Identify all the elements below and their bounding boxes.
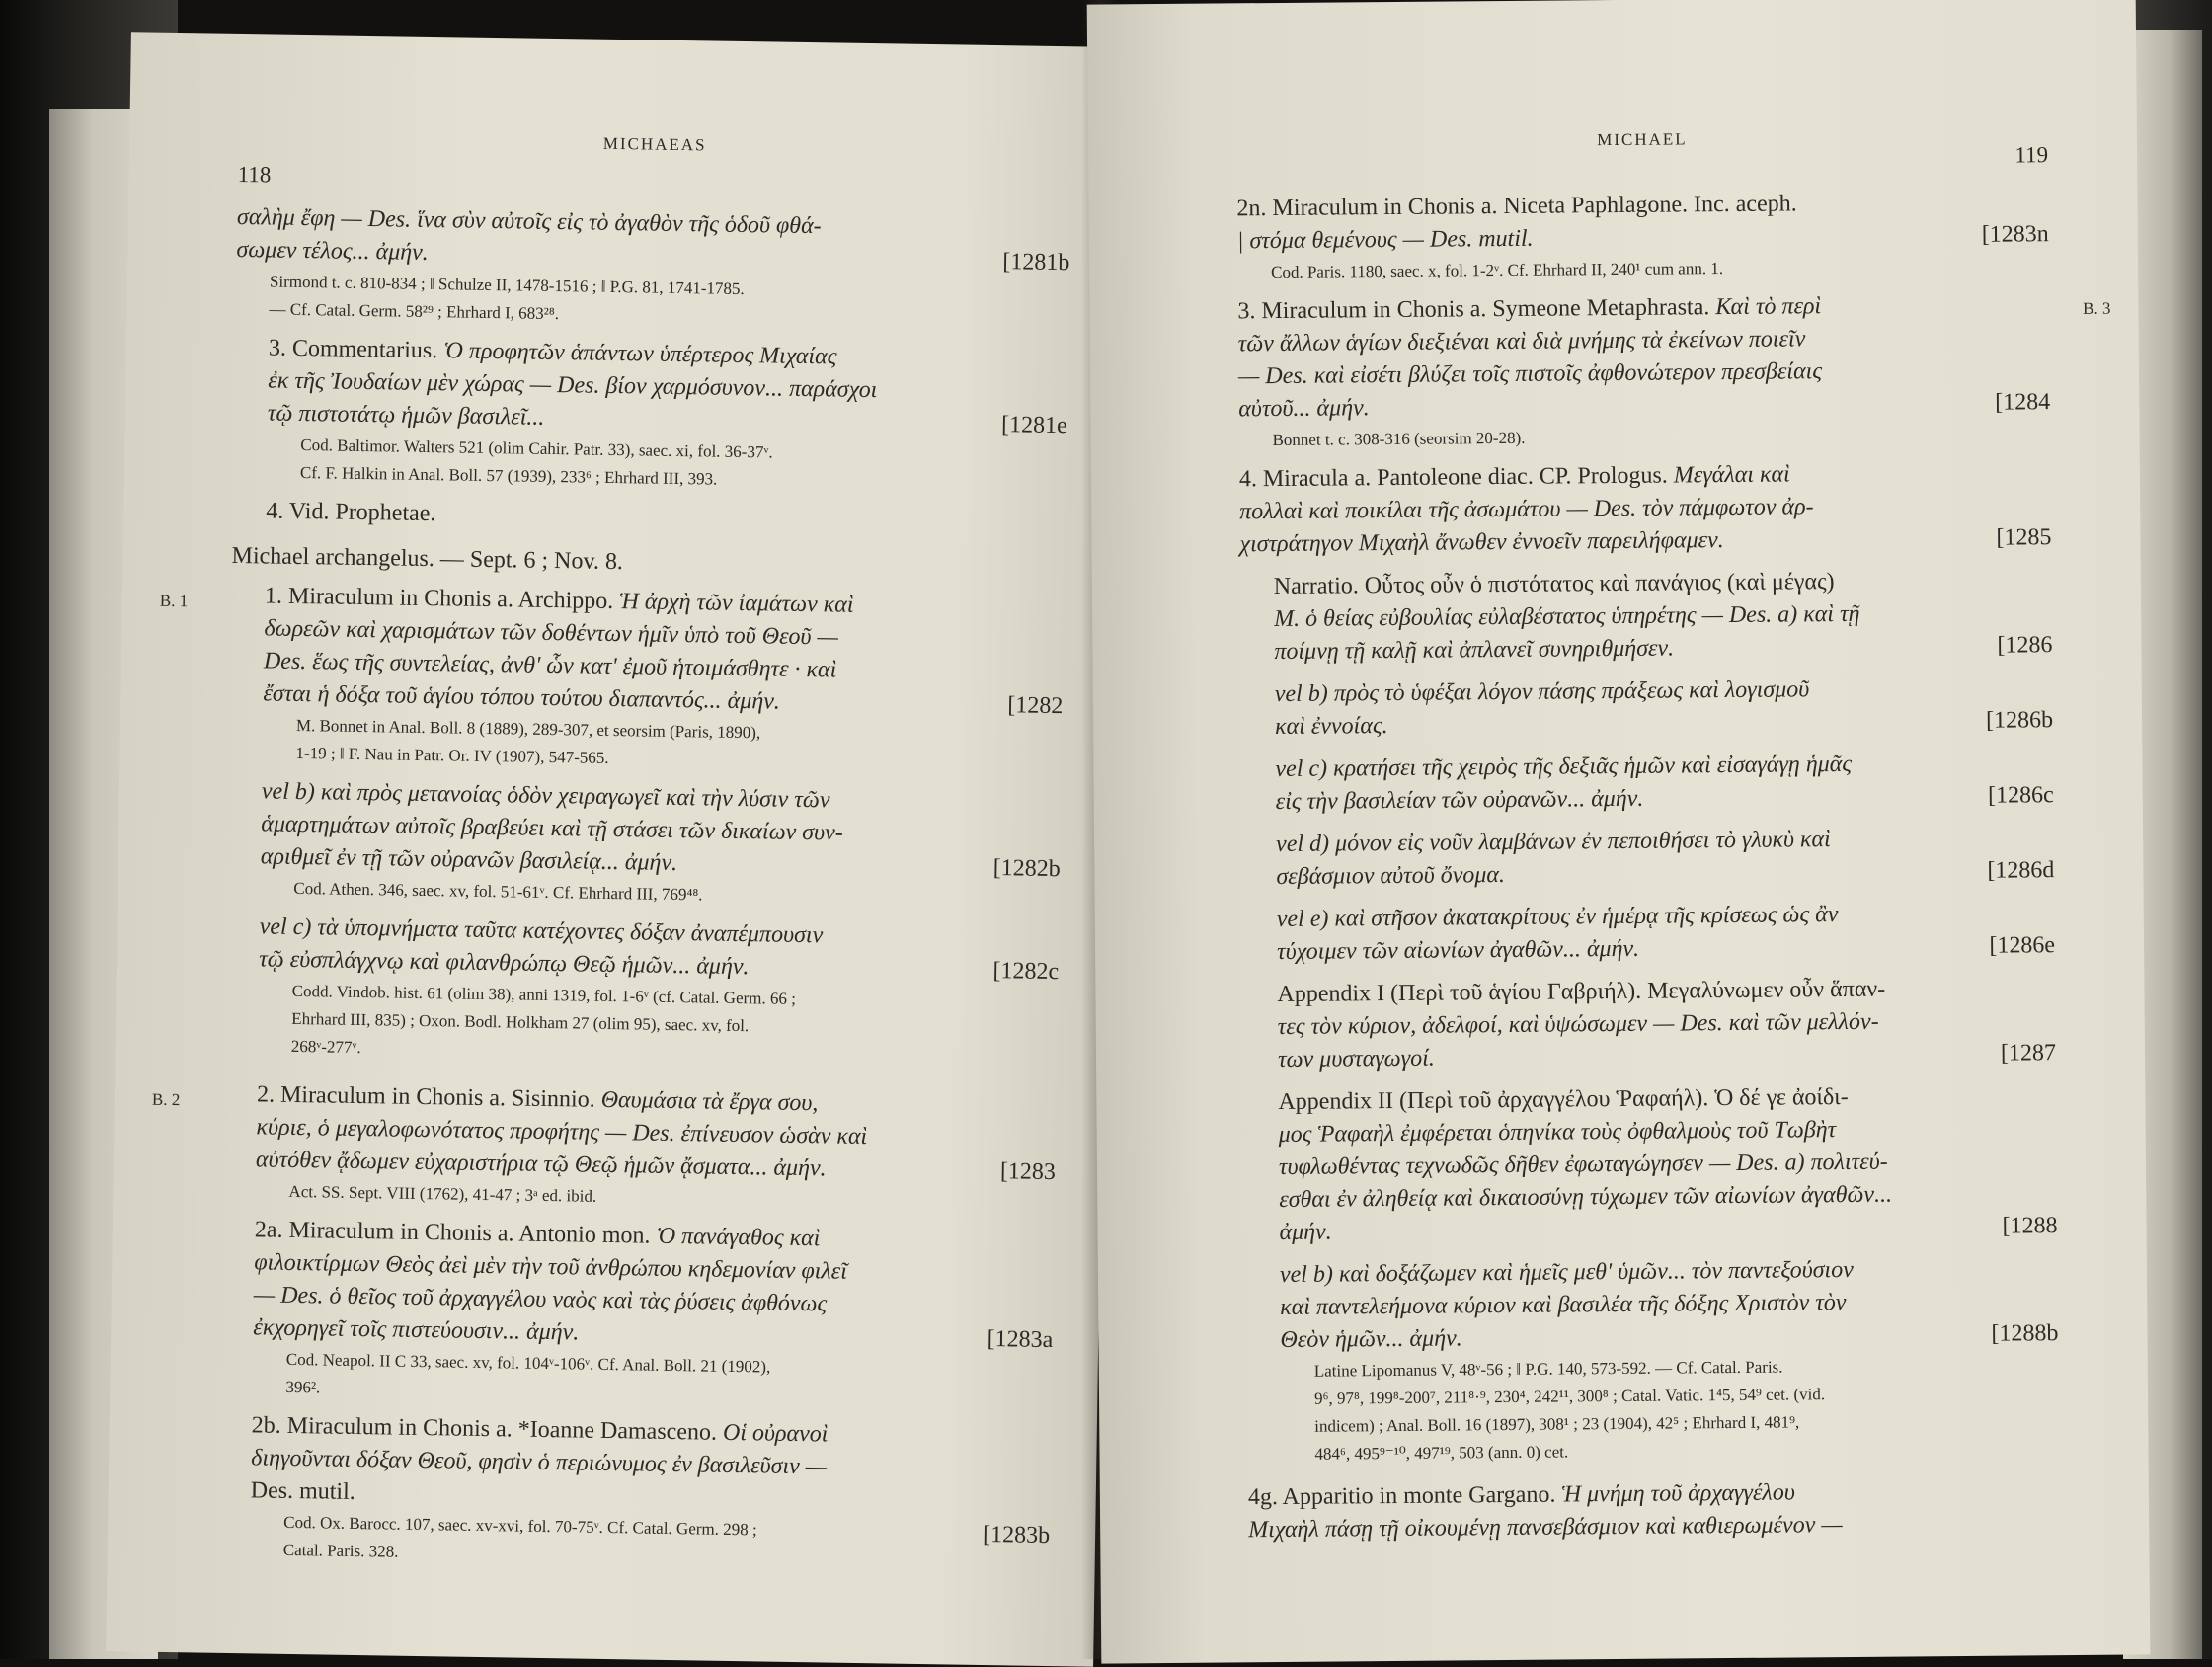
entry-apparitio-4g: 4g. Apparitio in monte Gargano. Ἡ μνήμη τοῦ ἀρχαγγέλου Μιχαὴλ πάσῃ τῇ οἰκουμένῃ πανσεβάσμιον καὶ καθιερωμένον —	[1247, 1479, 1843, 1544]
citation: 1-19 ; ‖ F. Nau in Patr. Or. IV (1907), 547-565.	[295, 743, 609, 767]
bhg-number: [1282c	[992, 958, 1060, 986]
bhg-number: [1286d	[1987, 857, 2055, 884]
bhg-number: [1286e	[1989, 932, 2056, 959]
citation: Catal. Paris. 328.	[282, 1540, 399, 1561]
bhg-number: [1282b	[992, 855, 1061, 883]
citation: Sirmond t. c. 810-834 ; ‖ Schulze II, 1478-1516 ; ‖ P.G. 81, 1741-1785.	[269, 272, 745, 299]
citation: Cod. Neapol. II C 33, saec. xv, fol. 104ᵛ-106ᵛ. Cf. Anal. Boll. 21 (1902),	[285, 1349, 771, 1377]
entry-appendix-1: Appendix I (Περὶ τοῦ ἁγίου Γαβριήλ). Μεγαλύνωμεν οὖν ἅπαν- τες τὸν κύριον, ἀδελφοί, καὶ ὑψώσωμεν — Des. καὶ τῶν μελλόν- [1287 των μυσταγωγοί.	[1277, 976, 2057, 1073]
bhg-number: [1283a	[987, 1326, 1054, 1354]
citation: indicem) ; Anal. Boll. 16 (1897), 308¹ ; 23 (1904), 42⁵ ; Ehrhard I, 481⁹,	[1314, 1412, 1800, 1436]
margin-mark: B. 1	[159, 591, 189, 611]
entry-miraculum-2a: 2a. Miraculum in Chonis a. Antonio mon. Ὁ πανάγαθος καὶ φιλοικτίρμων Θεὸς ἀεὶ μὲν τὴν τοῦ ἀνθρώπου κηδεμονίαν φιλεῖ — Des. ὁ θεῖος τοῦ ἀρχαγγέλου ναὸς καὶ τὰς ῥύσεις ἀφθόνως [1283a ἐκχορηγεῖ τοῖς πιστεύουσιν... ἀμήν. Cod. Neapol. II C 33, saec. xv, fol. 104ᵛ-106ᵛ. Cf. Anal. Boll. 21 (1902), 396².	[218, 1214, 1055, 1412]
citation: Codd. Vindob. hist. 61 (olim 38), anni 1319, fol. 1-6ᵛ (cf. Catal. Germ. 66 ;	[291, 981, 797, 1008]
citation: Bonnet t. c. 308-316 (seorsim 20-28).	[1272, 428, 1526, 450]
entry-vel-b: vel b) πρὸς τὸ ὑφέξαι λόγον πάσης πράξεως καὶ λογισμοῦ [1286b καὶ ἐννοίας.	[1274, 676, 2054, 741]
entry-miraculum-3: B. 3 3. Miraculum in Chonis a. Symeone Metaphrasta. Καὶ τὸ περὶ τῶν ἄλλων ἁγίων διεξιέναι καὶ διὰ μνήμης τὰ ἐκείνων ποιεῖν — Des. καὶ εἰσέτι βλύζει τοῖς πιστοῖς ἀφθονώτερον πρεσβείαις [1284 αὐτοῦ... ἀμήν. Bonnet t. c. 308-316 (seorsim 20-28).	[1237, 288, 2050, 453]
left-page-number: 118	[237, 161, 272, 188]
entry-vel-e: vel e) καὶ στῆσον ἀκατακρίτους ἐν ἡμέρᾳ τῆς κρίσεως ὡς ἂν [1286e τύχοιμεν τῶν αἰωνίων ἀγαθῶν... ἀμήν.	[1276, 902, 2056, 966]
entry-commentarius: 3. Commentarius. Ὁ προφητῶν ἁπάντων ὑπέρτερος Μιχαίας ἐκ τῆς Ἰουδαίων μὲν χώρας — Des. βίον χαρμόσυνον... παράσχοι [1281e τῷ πιστοτάτῳ ἡμῶν βασιλεῖ... Cod. Baltimor. Walters 521 (olim Cahir. Patr. 33), saec. xi, fol. 36-37ᵛ. Cf. F. Halkin in Anal. Boll. 57 (1939), 233⁶ ; Ehrhard III, 393.	[233, 332, 1068, 498]
bhg-number: [1283n	[1981, 221, 2049, 248]
citation: — Cf. Catal. Germ. 58²⁹ ; Ehrhard I, 683²⁸.	[269, 299, 560, 324]
citation: Cod. Athen. 346, saec. xv, fol. 51-61ᵛ. Cf. Ehrhard III, 769⁴⁸.	[293, 878, 703, 905]
bhg-number: [1281b	[1002, 249, 1070, 277]
entry-miraculum-1: B. 1 1. Miraculum in Chonis a. Archippo. Ἡ ἀρχὴ τῶν ἰαμάτων καὶ δωρεῶν καὶ χαρισμάτων τῶν δοθέντων ἡμῖν ὑπὸ τοῦ Θεοῦ — Des. ἕως τῆς συντελείας, ἀνθ' ὧν κατ' ἐμοῦ ἡτοιμάσθητε · καὶ [1282 ἔσται ἡ δόξα τοῦ ἁγίου τόπου τούτου διαπαντός... ἀμήν. M. Bonnet in Anal. Boll. 8 (1889), 289-307, et seorsim (Paris, 1890), 1-19 ; ‖ F. Nau in Patr. Or. IV (1907), 547-565.	[228, 580, 1065, 778]
citation: 9⁶, 97⁸, 199⁸-200⁷, 211⁸·⁹, 230⁴, 242¹¹, 300⁸ ; Catal. Vatic. 1⁴5, 54⁹ cet. (vid.	[1313, 1385, 1826, 1408]
bhg-number: [1287	[2000, 1040, 2057, 1067]
bhg-number: [1283b	[982, 1521, 1051, 1549]
bhg-number: [1284	[1995, 389, 2051, 416]
entry-miraculum-1c: vel c) τὰ ὑπομνήματα ταῦτα κατέχοντες δόξαν ἀναπέμπουσιν [1282c τῷ εὐσπλάγχνῳ καὶ φιλανθρώπῳ Θεῷ ἡμῶν... ἀμήν. Codd. Vindob. hist. 61 (olim 38), anni 1319, fol. 1-6ᵛ (cf. Catal. Germ. 66 ; Ehrhard III, 835) ; Oxon. Bodl. Holkham 27 (olim 95), saec. xv, fol. 268ᵛ-277ᵛ.	[224, 911, 1060, 1072]
entry-vid-prophetae: 4. Vid. Prophetae.	[266, 498, 436, 527]
bhg-number: [1282	[1007, 692, 1064, 720]
right-running-title: MICHAEL	[1597, 129, 1688, 150]
entry-appendix-2b: vel b) καὶ δοξάζωμεν καὶ ἡμεῖς μεθ' ὑμῶν... τὸν παντεξούσιον καὶ παντελεήμονα κύριον καὶ βασιλέα τῆς δόξης Χριστὸν τὸν [1288b Θεὸν ἡμῶν... ἀμήν. Latine Lipomanus V, 48ᵛ-56 ; ‖ P.G. 140, 573-592. — Cf. Catal. Paris. 9⁶, 97⁸, 199⁸-200⁷, 211⁸·⁹, 230⁴, 242¹¹, 300⁸ ; Catal. Vatic. 1⁴5, 54⁹ cet. (vid. indicem) ; Anal. Boll. 16 (1897), 308¹ ; 23 (1904), 42⁵ ; Ehrhard I, 481⁹, 484⁶, 495⁹⁻¹⁰, 497¹⁹, 503 (ann. 0) cet.	[1246, 1252, 2060, 1468]
margin-mark: B. 2	[151, 1089, 181, 1110]
right-page-number: 119	[2014, 142, 2049, 168]
entry-miraculum-2: B. 2 2. Miraculum in Chonis a. Sisinnio. Θαυμάσια τὰ ἔργα σου, κύριε, ὁ μεγαλοφωνότατος προφήτης — Des. ἐπίνευσον ὡσὰν καὶ [1283 αὐτόθεν ᾄδωμεν εὐχαριστήρια τῷ Θεῷ ἡμῶν ᾄσματα... ἀμήν. Act. SS. Sept. VIII (1762), 41-47 ; 3ᵃ ed. ibid.	[221, 1078, 1057, 1217]
citation: 396².	[285, 1377, 321, 1397]
citation: Cod. Paris. 1180, saec. x, fol. 1-2ᵛ. Cf. Ehrhard II, 240¹ cum ann. 1.	[1270, 259, 1724, 282]
bhg-number: [1281e	[1000, 412, 1067, 439]
left-running-title: MICHAEAS	[602, 133, 707, 155]
bhg-number: [1285	[1996, 524, 2052, 551]
citation: Cf. F. Halkin in Anal. Boll. 57 (1939), 233⁶ ; Ehrhard III, 393.	[299, 462, 718, 489]
citation: Cod. Baltimor. Walters 521 (olim Cahir. Patr. 33), saec. xi, fol. 36-37ᵛ.	[300, 435, 773, 462]
right-running-head	[1236, 126, 2048, 193]
entry-vel-c: vel c) κρατήσει τῆς χειρὸς τῆς δεξιᾶς ἡμῶν καὶ εἰσαγάγῃ ἡμᾶς [1286c εἰς τὴν βασιλείαν τῶν οὐρανῶν... ἀμήν.	[1275, 751, 2054, 816]
michael-heading: Michael archangelus. — Sept. 6 ; Nov. 8.	[231, 542, 624, 576]
entry-miraculum-2n: 2n. Miraculum in Chonis a. Niceta Paphlagone. Inc. aceph. [1283n | στόμα θεμένους — Des. mutil. Cod. Paris. 1180, saec. x, fol. 1-2ᵛ. Cf. Ehrhard II, 240¹ cum ann. 1.	[1236, 186, 2049, 285]
bhg-number: [1286	[1997, 632, 2053, 659]
entry-continuation: σαλὴμ ἔφη — Des. ἵνα σὺν αὐτοῖς εἰς τὸ ἀγαθὸν τῆς ὁδοῦ φθά- [1281b σωμεν τέλος... ἀμήν. Sirmond t. c. 810-834 ; ‖ Schulze II, 1478-1516 ; ‖ P.G. 81, 1741-1785. — Cf. Catal. Germ. 58²⁹ ; Ehrhard I, 683²⁸.	[235, 201, 1070, 335]
bhg-number: [1286b	[1985, 707, 2054, 734]
citation: Act. SS. Sept. VIII (1762), 41-47 ; 3ᵃ ed. ibid.	[288, 1181, 597, 1206]
right-page	[1087, 0, 2151, 1664]
left-page	[106, 32, 1119, 1667]
bhg-number: [1288	[2002, 1213, 2058, 1239]
citation: Cod. Ox. Barocc. 107, saec. xv-xvi, fol. 70-75ᵛ. Cf. Catal. Germ. 298 ;	[283, 1512, 757, 1540]
bhg-number: [1288b	[1991, 1320, 2059, 1347]
citation: M. Bonnet in Anal. Boll. 8 (1889), 289-307, et seorsim (Paris, 1890),	[295, 715, 761, 743]
entry-appendix-2: Appendix II (Περὶ τοῦ ἀρχαγγέλου Ῥαφαήλ). Ὁ δέ γε ἀοίδι- μος Ῥαφαὴλ ἐμφέρεται ὁπηνίκα τοὺς ὀφθαλμοὺς τοῦ Τωβὴτ τυφλωθέντας τεχνωδῶς δῆθεν ἐφωταγώγησεν — Des. a) πολιτεύ- εσθαι ἐν ἀληθείᾳ καὶ δικαιοσύνῃ τύχωμεν τῶν αἰωνίων ἀγαθῶν... [1288 ἀμήν.	[1278, 1083, 2058, 1246]
entry-narratio: Narratio. Οὗτος οὖν ὁ πιστότατος καὶ πανάγιος (καὶ μέγας) Μ. ὁ θείας εὐβουλίας εὐλαβέστατος ὑπηρέτης — Des. a) καὶ τῇ [1286 ποίμνῃ τῇ καλῇ καὶ ἀπλανεῖ συνηριθμήσεν.	[1273, 569, 2053, 666]
citation: Ehrhard III, 835) ; Oxon. Bodl. Holkham 27 (olim 95), saec. xv, fol.	[291, 1008, 750, 1036]
entry-vel-d: vel d) μόνον εἰς νοῦν λαμβάνων ἐν πεποιθήσει τὸ γλυκὺ καὶ [1286d σεβάσμιον αὐτοῦ ὄνομα.	[1276, 827, 2055, 891]
citation: 268ᵛ-277ᵛ.	[290, 1036, 361, 1058]
left-running-head	[237, 128, 1071, 214]
margin-mark: B. 3	[2082, 298, 2111, 318]
citation: Latine Lipomanus V, 48ᵛ-56 ; ‖ P.G. 140, 573-592. — Cf. Catal. Paris.	[1313, 1357, 1783, 1381]
entry-miraculum-2b: 2b. Miraculum in Chonis a. *Ioanne Damasceno. Οἱ οὐρανοὶ διηγοῦνται δόξαν Θεοῦ, φησὶν ὁ περιώνυμος ἐν βασιλεῦσιν — Des. mutil. [1283b Cod. Ox. Barocc. 107, saec. xv-xvi, fol. 70-75ᵛ. Cf. Catal. Germ. 298 ; Catal. Paris. 328.	[216, 1409, 1052, 1575]
bhg-number: [1286c	[1987, 782, 2054, 809]
bhg-number: [1283	[999, 1158, 1057, 1186]
citation: 484⁶, 495⁹⁻¹⁰, 497¹⁹, 503 (ann. 0) cet.	[1314, 1442, 1569, 1464]
entry-miracula-4: 4. Miracula a. Pantoleone diac. CP. Prologus. Μεγάλαι καὶ πολλαὶ καὶ ποικίλαι τῆς ἀσωμάτου — Des. τὸν πάμφωτον ἀρ- [1285 χιστράτηγον Μιχαὴλ ἄνωθεν ἐννοεῖν παρειλήφαμεν.	[1238, 461, 2052, 558]
entry-miraculum-1b: vel b) καὶ πρὸς μετανοίας ὁδὸν χειραγωγεῖ καὶ τὴν λύσιν τῶν ἁμαρτημάτων αὐτοῖς βραβεύει καὶ τῇ στάσει τῶν δικαίων συν- [1282b αριθμεῖ ἐν τῇ τῶν οὐρανῶν βασιλείᾳ... ἀμήν. Cod. Athen. 346, saec. xv, fol. 51-61ᵛ. Cf. Ehrhard III, 769⁴⁸.	[226, 775, 1062, 913]
